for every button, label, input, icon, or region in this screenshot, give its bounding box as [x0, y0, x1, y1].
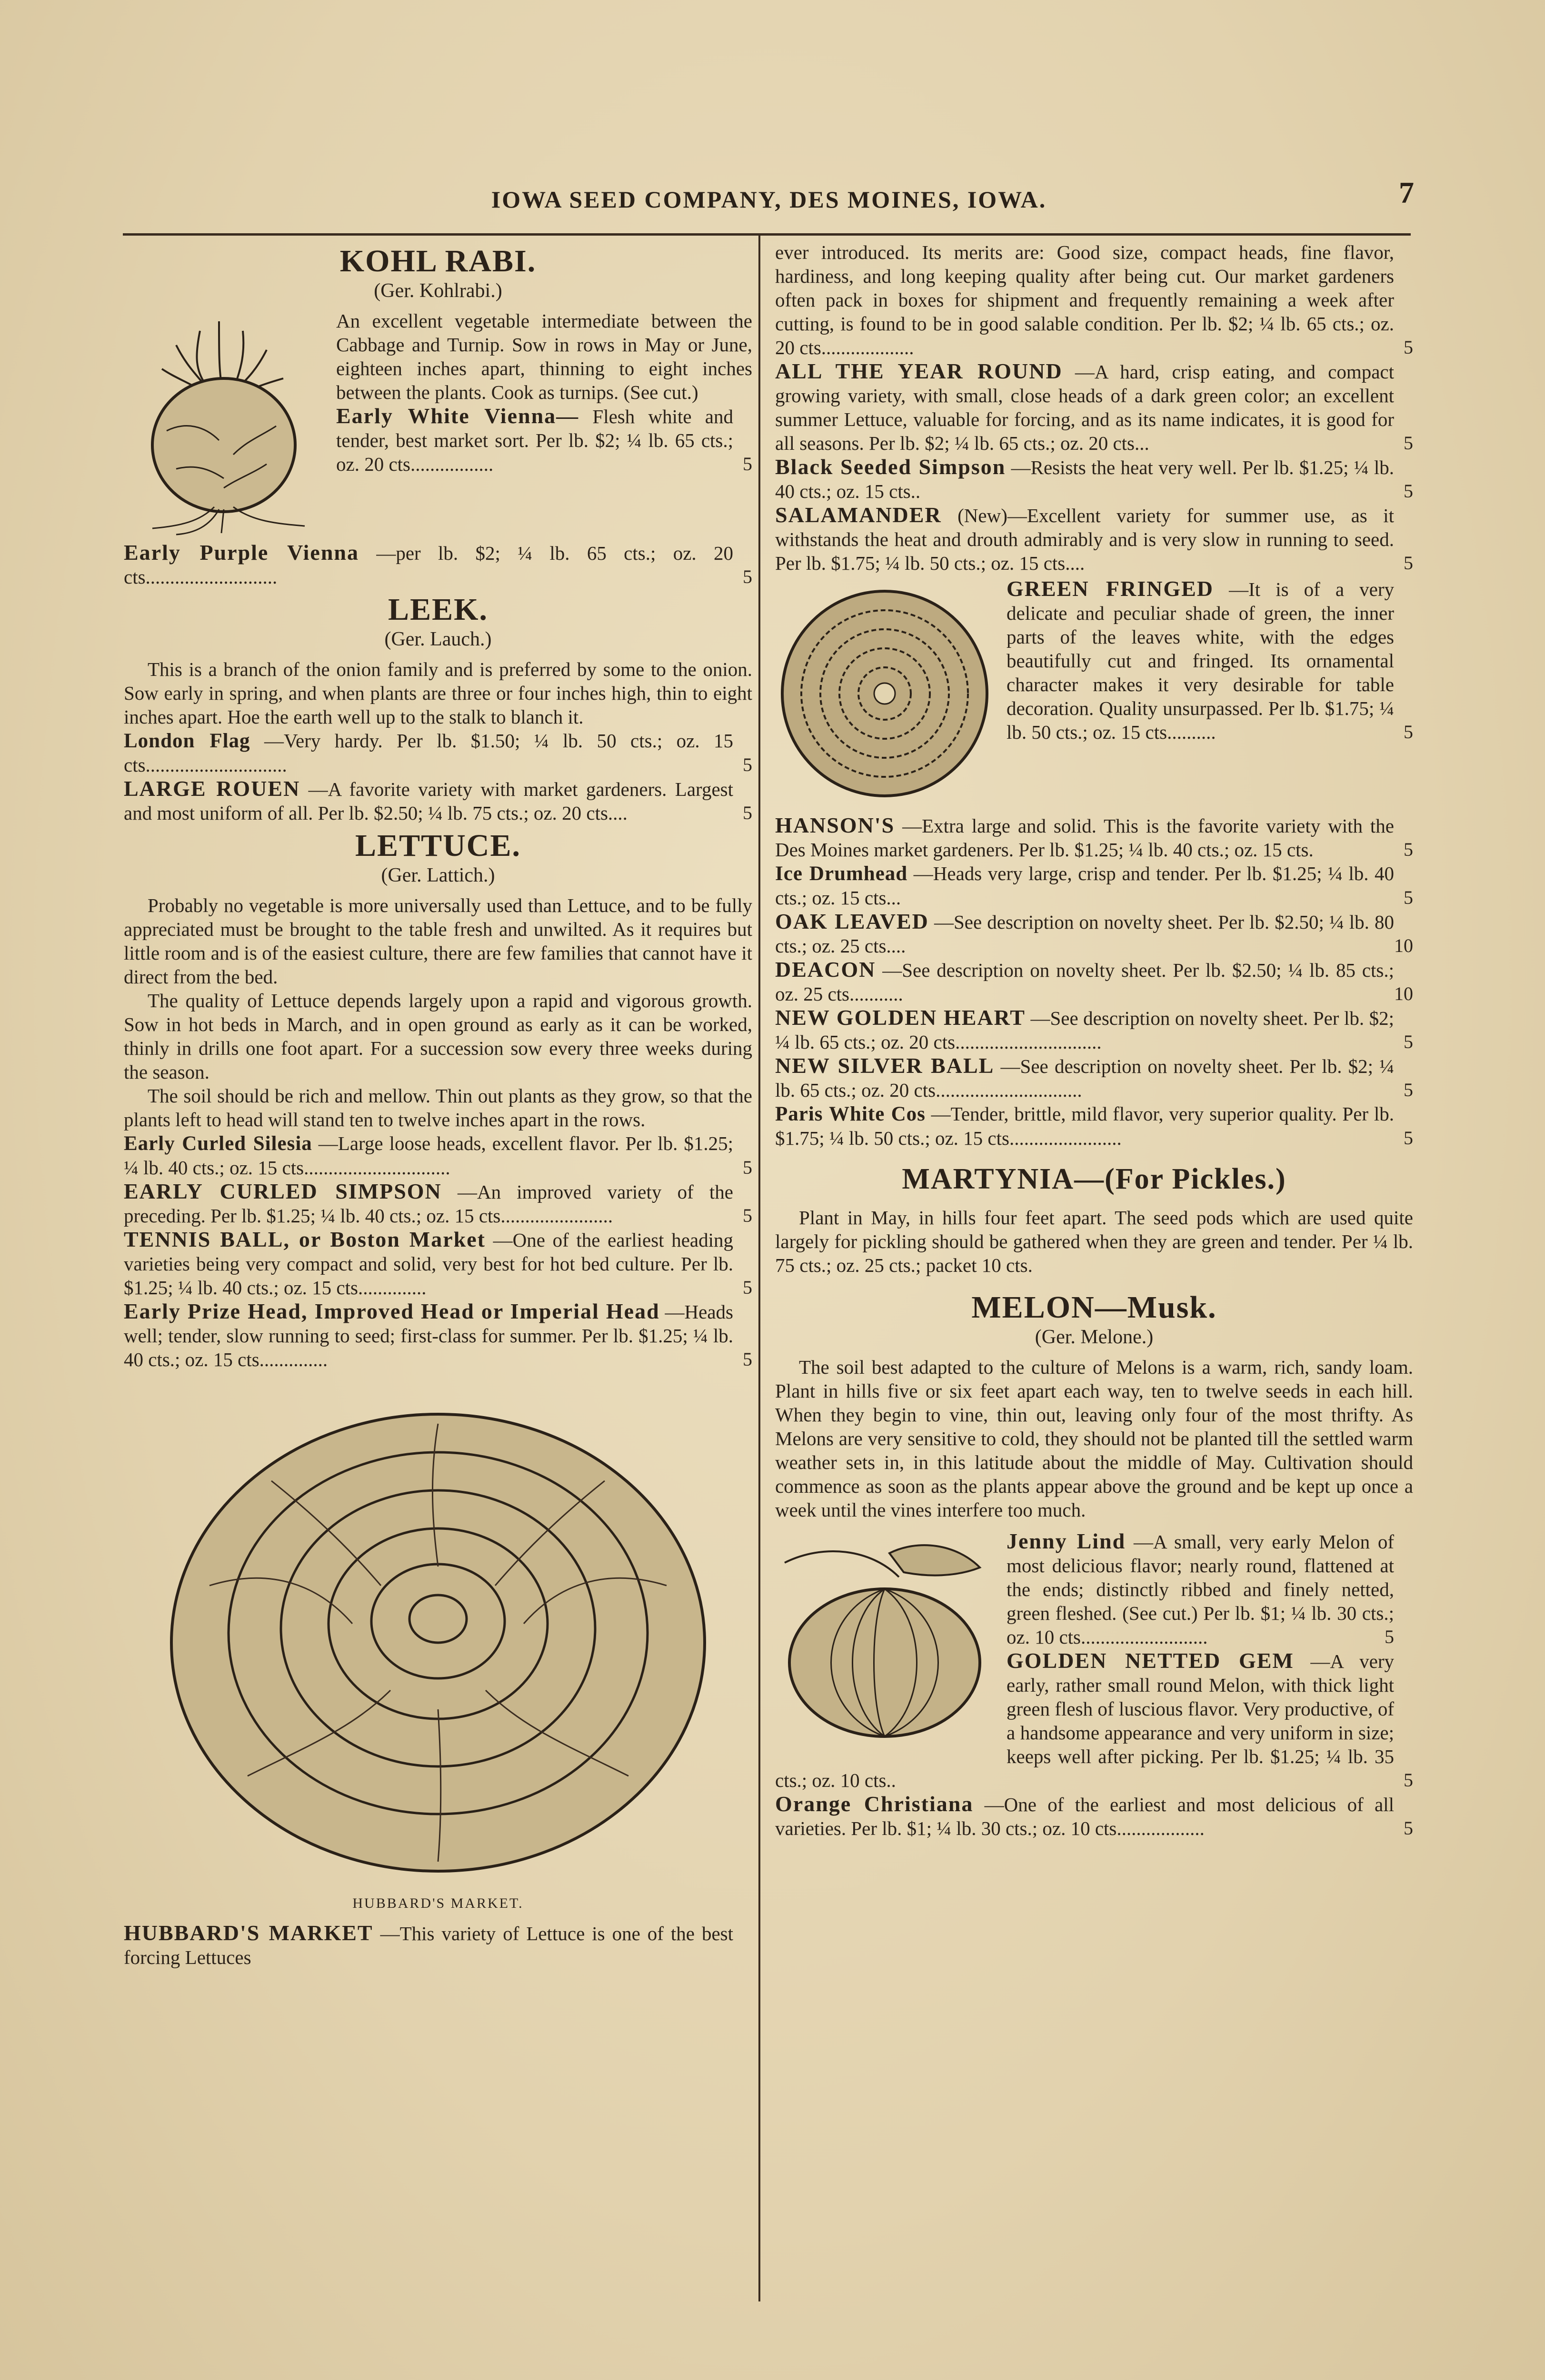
packet-price: 5: [1385, 1626, 1394, 1648]
lettuce-item-green-fringed: [775, 577, 1413, 744]
kohl-rabi-subtitle: (Ger. Kohlrabi.): [374, 279, 502, 302]
running-title: IOWA SEED COMPANY, DES MOINES, IOWA.: [491, 186, 1047, 213]
leek-item-london-flag: [124, 729, 752, 777]
kohl-item-text: —per lb. $2; ¼ lb. 65 cts.; oz. 20 cts...........................: [124, 542, 733, 588]
packet-price: 10: [1394, 935, 1413, 956]
kohl-item-text: Flesh white and tender, best market sort. Per lb. $2; ¼ lb. 65 cts.; oz. 20 cts.................: [336, 405, 733, 475]
lettuce-item-name: HANSON'S: [775, 813, 895, 837]
melon-item-name: Orange Christiana: [775, 1792, 974, 1816]
packet-price: 5: [743, 453, 752, 475]
lettuce-item-text: —Tender, brittle, mild flavor, very superior quality. Per lb. $1.75; ¼ lb. 50 cts.; oz. 15 cts.......................: [775, 1103, 1395, 1149]
lettuce-item-oak-leaved: [775, 910, 1413, 958]
lettuce-item-tennis-ball: [124, 1228, 752, 1299]
martynia-text: Plant in May, in hills four feet apart. The seed pods which are used quite largely for pickling should be gathered when they are green and tender. Per ¼ lb. 75 cts.; oz. 25 cts.; packet 10 cts.: [775, 1207, 1413, 1277]
lettuce-item-name: NEW GOLDEN HEART: [775, 1005, 1026, 1030]
lettuce-item-text: —A hard, crisp eating, and compact growing variety, with small, close heads of a dark green color; an excellent summer Lettuce, valuable for forcing, and as its name indicates, it is good for all seasons. Per lb. $2; ¼ lb. 65 cts.; oz. 20 cts...: [775, 361, 1394, 454]
packet-price: 5: [1404, 887, 1413, 908]
packet-price: 5: [1404, 337, 1413, 358]
green-fringed-illustration: [775, 582, 994, 811]
packet-price: 5: [743, 1348, 752, 1370]
melon-item-orange-christiana: [775, 1792, 1413, 1840]
lettuce-item-golden-heart: [775, 1006, 1413, 1054]
melon-item-name: GOLDEN NETTED GEM: [1007, 1648, 1294, 1673]
hubbards-name: HUBBARD'S MARKET: [124, 1920, 373, 1945]
leek-item-name: LARGE ROUEN: [124, 776, 300, 801]
melon-item-text: —A small, very early Melon of most delicious flavor; nearly round, flattened at the ends; distinctly ribbed and finely netted, green fleshed. (See cut.) Per lb. $1; ¼ lb. 30 cts.; oz. 10 cts..........................: [1007, 1531, 1394, 1648]
column-rule: [758, 236, 760, 2301]
lettuce-item-all-year-round: [775, 359, 1413, 455]
lettuce-item-text: —Resists the heat very well. Per lb. $1.25; ¼ lb. 40 cts.; oz. 15 cts..: [775, 456, 1394, 502]
lettuce-item-name: OAK LEAVED: [775, 909, 929, 933]
lettuce-item-text: —See description on novelty sheet. Per lb. $2.50; ¼ lb. 80 cts.; oz. 25 cts....: [775, 911, 1394, 957]
lettuce-item-curled-simpson: [124, 1180, 752, 1228]
lettuce-item-deacon: [775, 958, 1413, 1006]
melon-item-name: Jenny Lind: [1007, 1529, 1126, 1554]
leek-item-large-rouen: [124, 777, 752, 825]
hubbards-text: —This variety of Lettuce is one of the best forcing Lettuces: [124, 1922, 733, 1968]
packet-price: 5: [1404, 552, 1413, 574]
lettuce-intro-1: Probably no vegetable is more universally used than Lettuce, and to be fully appreciated must be brought to the table fresh and unwilted. As it requires but little room and is of the easiest culture, there are few families that cannot have it direct from the bed.: [124, 894, 752, 988]
kohl-rabi-title: KOHL RABI.: [339, 244, 537, 278]
packet-price: 5: [1404, 432, 1413, 454]
packet-price: 5: [743, 802, 752, 823]
lettuce-item-text: —Heads very large, crisp and tender. Per lb. $1.25; ¼ lb. 40 cts.; oz. 15 cts...: [775, 863, 1394, 909]
packet-price: 5: [743, 1204, 752, 1226]
lettuce-item-text: (New)—Excellent variety for summer use, as it withstands the heat and drouth admirably and is very slow in running to seed. Per lb. $1.75; ¼ lb. 50 cts.; oz. 15 cts....: [775, 505, 1395, 574]
lettuce-item-hubbards: [124, 1921, 752, 1969]
lettuce-item-text: —An improved variety of the preceding. Per lb. $1.25; ¼ lb. 40 cts.; oz. 15 cts.......................: [124, 1180, 733, 1227]
continuation-text: ever introduced. Its merits are: Good size, compact heads, fine flavor, hardiness, and long keeping quality after being cut. Our market gardeners often pack in boxes for shipment and frequently remaining a week after cutting, is found to be in good salable condition. Per lb. $2; ¼ lb. 65 cts.; oz. 20 cts...................: [775, 241, 1394, 358]
lettuce-item-ice-drumhead: [775, 862, 1413, 910]
lettuce-item-name: ALL THE YEAR ROUND: [775, 359, 1063, 383]
lettuce-subtitle: (Ger. Lattich.): [381, 864, 495, 886]
lettuce-item-name: Paris White Cos: [775, 1103, 926, 1125]
lettuce-item-text: —Heads well; tender, slow running to seed; first-class for summer. Per lb. $1.25; ¼ lb. 40 cts.; oz. 15 cts..............: [124, 1300, 733, 1370]
melon-intro: The soil best adapted to the culture of Melons is a warm, rich, sandy loam. Plant in hills five or six feet apart each way, ten to twelve seeds in each hill. When they begin to vine, thin out, leaving only four of the most thrifty. As Melons are very sensitive to cold, they should not be planted till the settled warm weather sets in, in this latitude about the middle of May. Cultivation should commence as soon as the plants appear above the ground and be kept up once a week until the vines interfere too much.: [775, 1356, 1413, 1521]
packet-price: 5: [1404, 1127, 1413, 1149]
lettuce-item-text: —Large loose heads, excellent flavor. Per lb. $1.25; ¼ lb. 40 cts.; oz. 15 cts..............................: [124, 1132, 734, 1179]
packet-price: 5: [1404, 721, 1413, 743]
lettuce-item-name: Black Seeded Simpson: [775, 455, 1006, 479]
lettuce-item-text: —It is of a very delicate and peculiar shade of green, the inner parts of the leaves white, with the edges beautifully cut and fringed. Its ornamental character makes it very desirable for table decoration. Quality unsurpassed. Per lb. $1.75; ¼ lb. 50 cts.; oz. 15 cts..........: [1007, 578, 1394, 743]
right-column: [775, 240, 1413, 1840]
lettuce-title: LETTUCE.: [355, 828, 521, 863]
lettuce-intro-3: The soil should be rich and mellow. Thin out plants as they grow, so that the plants left to head will stand ten to twelve inches apart in the rows.: [124, 1084, 752, 1130]
lettuce-item-name: DEACON: [775, 957, 876, 982]
lettuce-item-name: GREEN FRINGED: [1007, 576, 1214, 601]
lettuce-item-text: —Extra large and solid. This is the favorite variety with the Des Moines market gardeners. Per lb. $1.25; ¼ lb. 40 cts.; oz. 15 cts.: [775, 815, 1394, 861]
lettuce-item-name: EARLY CURLED SIMPSON: [124, 1179, 442, 1203]
lettuce-item-name: SALAMANDER: [775, 503, 942, 527]
kohl-item-name: Early White Vienna—: [336, 403, 579, 428]
packet-price: 5: [1404, 1079, 1413, 1101]
melon-item-text: —A very early, rather small round Melon, with thick light green flesh of luscious flavor. Very productive, of a handsome appearance and very uniform in size; keeps well after picking. Per lb. $1.25; ¼ lb. 35 cts.; oz. 10 cts..: [775, 1650, 1394, 1792]
lettuce-item-text: —See description on novelty sheet. Per lb. $2.50; ¼ lb. 85 cts.; oz. 25 cts...........: [775, 959, 1394, 1005]
lettuce-item-name: Early Prize Head, Improved Head or Imperial Head: [124, 1299, 660, 1323]
packet-price: 5: [743, 754, 752, 775]
hubbards-continuation: [775, 240, 1413, 359]
lettuce-item-text: —See description on novelty sheet. Per lb. $2; ¼ lb. 65 cts.; oz. 20 cts..............................: [775, 1007, 1395, 1053]
lettuce-item-salamander: [775, 503, 1413, 575]
lettuce-item-prize-head: [124, 1299, 752, 1371]
melon-item-golden-netted-gem: [775, 1649, 1413, 1792]
kohl-item-early-white: [124, 404, 752, 476]
left-column: [124, 240, 752, 1969]
lettuce-intro-2: The quality of Lettuce depends largely upon a rapid and vigorous growth. Sow in hot beds in March, and in open ground as early as it can be worked, thinly in drills one foot apart. For a succession sow every three weeks during the season.: [124, 989, 752, 1083]
hubbards-caption: HUBBARD'S MARKET.: [352, 1895, 524, 1911]
leek-intro: This is a branch of the onion family and is preferred by some to the onion. Sow early in spring, and when plants are three or four inches high, thin to eight inches apart. Hoe the earth well up to the stalk to blanch it.: [124, 658, 752, 728]
leek-item-text: —A favorite variety with market gardeners. Largest and most uniform of all. Per lb. $2.50; ¼ lb. 75 cts.; oz. 20 cts....: [124, 778, 733, 824]
packet-price: 5: [1404, 480, 1413, 502]
packet-price: 5: [1404, 1031, 1413, 1052]
martynia-title: MARTYNIA—(For Pickles.): [902, 1163, 1286, 1195]
packet-price: 5: [743, 1156, 752, 1178]
kohl-item-early-purple: [124, 541, 752, 589]
leek-item-text: —Very hardy. Per lb. $1.50; ¼ lb. 50 cts.; oz. 15 cts.............................: [124, 729, 733, 776]
lettuce-item-text: —One of the earliest heading varieties being very compact and solid, very best for hot bed culture. Per lb. $1.25; ¼ lb. 40 cts.; oz. 15 cts..............: [124, 1229, 734, 1299]
lettuce-item-name: NEW SILVER BALL: [775, 1053, 995, 1078]
leek-subtitle: (Ger. Lauch.): [384, 628, 492, 650]
page-number: 7: [1399, 176, 1414, 209]
packet-price: 5: [1404, 839, 1413, 860]
lettuce-item-name: TENNIS BALL, or Boston Market: [124, 1227, 486, 1251]
leek-title: LEEK.: [388, 592, 488, 627]
header-rule: [123, 233, 1411, 236]
kohl-rabi-intro: An excellent vegetable intermediate between the Cabbage and Turnip. Sow in rows in May or June, eighteen inches apart, thinning to eight inches between the plants. Cook as turnips. (See cut.): [336, 309, 752, 403]
melon-title: MELON—Musk.: [971, 1290, 1217, 1325]
melon-item-jenny-lind: [775, 1529, 1413, 1649]
lettuce-item-name: Ice Drumhead: [775, 863, 908, 885]
melon-item-text: —One of the earliest and most delicious of all varieties. Per lb. $1; ¼ lb. 30 cts.; oz. 10 cts..................: [775, 1794, 1394, 1840]
kohl-item-name: Early Purple Vienna: [124, 540, 359, 565]
packet-price: 5: [743, 1276, 752, 1298]
leek-item-name: London Flag: [124, 729, 250, 752]
lettuce-item-text: —See description on novelty sheet. Per lb. $2; ¼ lb. 65 cts.; oz. 20 cts..............................: [775, 1055, 1395, 1101]
page-header: [124, 176, 1414, 228]
lettuce-item-silesia: [124, 1131, 752, 1180]
packet-price: 5: [1404, 1817, 1413, 1839]
packet-price: 5: [1404, 1769, 1413, 1791]
lettuce-item-silver-ball: [775, 1054, 1413, 1102]
lettuce-item-black-seeded: [775, 455, 1413, 503]
lettuce-item-name: Early Curled Silesia: [124, 1132, 312, 1155]
lettuce-item-hansons: [775, 813, 1413, 862]
hubbards-market-illustration: [124, 1386, 752, 1893]
packet-price: 10: [1394, 983, 1413, 1004]
packet-price: 5: [743, 565, 752, 587]
lettuce-item-paris-cos: [775, 1102, 1413, 1150]
melon-subtitle: (Ger. Melone.): [1035, 1326, 1154, 1349]
